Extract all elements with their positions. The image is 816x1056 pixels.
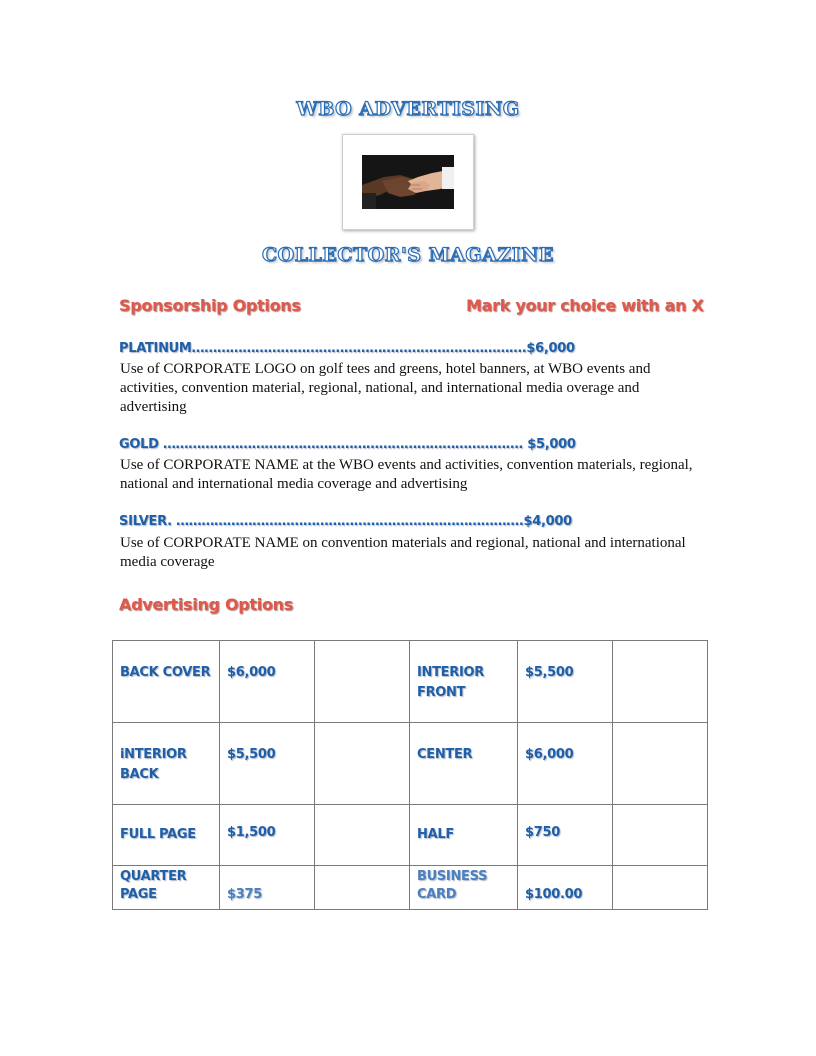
choice-mark-cell[interactable]	[315, 723, 410, 805]
silver-option-line: SILVER. ……………………………………………………………………….$4,000	[119, 514, 572, 529]
choice-mark-cell[interactable]	[613, 641, 708, 723]
ad-label: QUARTER PAGE	[113, 866, 220, 910]
ad-label: HALF	[410, 805, 518, 866]
advertising-options-table	[112, 640, 708, 910]
magazine-subtitle: COLLECTOR'S MAGAZINE	[262, 244, 554, 266]
ad-price: $5,500	[220, 723, 315, 805]
gold-option-line: GOLD …………………………………………………………………………. $5,000	[119, 437, 576, 452]
silver-description: Use of CORPORATE NAME on convention materials and regional, national and international media coverage	[120, 535, 686, 570]
ad-label: INTERIOR FRONT	[410, 641, 518, 723]
platinum-option-line: PLATINUM…………………………………………………………………….$6,000	[119, 341, 575, 356]
ad-price: $6,000	[518, 723, 613, 805]
ad-label: iNTERIOR BACK	[113, 723, 220, 805]
platinum-description: Use of CORPORATE LOGO on golf tees and greens, hotel banners, at WBO events and activities, convention material, regional, national, and international media overage and advertising	[120, 361, 651, 415]
page-title: WBO ADVERTISING	[296, 98, 520, 120]
table-row	[113, 866, 708, 910]
ad-price: $5,500	[518, 641, 613, 723]
choice-mark-cell[interactable]	[315, 641, 410, 723]
handshake-photo-frame	[342, 134, 474, 230]
ad-price: $6,000	[220, 641, 315, 723]
ad-label: BUSINESS CARD	[410, 866, 518, 910]
table-row	[113, 805, 708, 866]
choice-mark-cell[interactable]	[613, 723, 708, 805]
ad-price: $100.00	[518, 866, 613, 910]
ad-price: $375	[220, 866, 315, 910]
ad-price: $750	[518, 805, 613, 866]
ad-price: $1,500	[220, 805, 315, 866]
table-row	[113, 641, 708, 723]
choice-mark-cell[interactable]	[315, 805, 410, 866]
ad-label: BACK COVER	[113, 641, 220, 723]
gold-description: Use of CORPORATE NAME at the WBO events and activities, convention materials, regional, national and international media coverage and advertising	[120, 457, 693, 492]
mark-instruction: Mark your choice with an X	[466, 296, 704, 315]
ad-label: FULL PAGE	[113, 805, 220, 866]
advertising-heading: Advertising Options	[119, 595, 293, 614]
ad-label: CENTER	[410, 723, 518, 805]
table-row	[113, 723, 708, 805]
choice-mark-cell[interactable]	[613, 866, 708, 910]
choice-mark-cell[interactable]	[613, 805, 708, 866]
choice-mark-cell[interactable]	[315, 866, 410, 910]
sponsorship-heading: Sponsorship Options	[119, 296, 301, 315]
handshake-photo-icon	[362, 155, 454, 209]
